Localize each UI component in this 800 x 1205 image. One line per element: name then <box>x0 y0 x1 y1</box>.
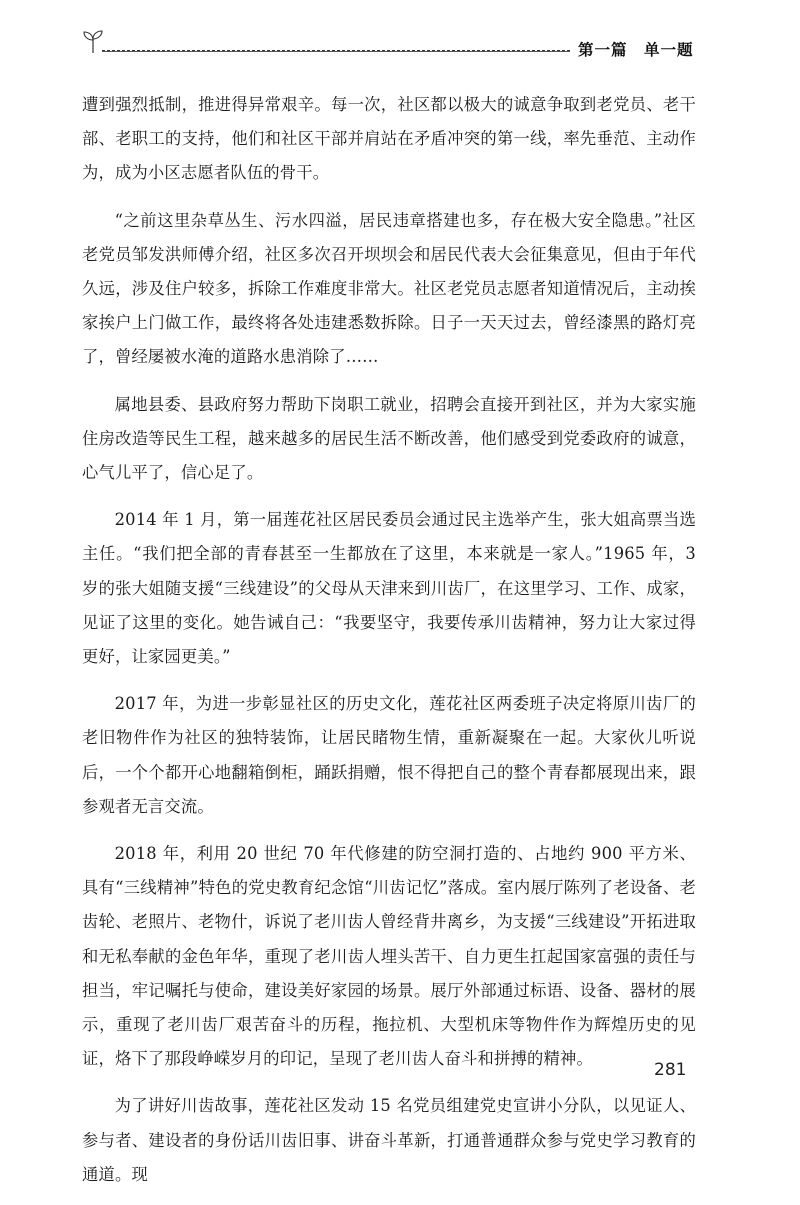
page-number: 281 <box>654 1060 687 1080</box>
sprout-icon <box>82 28 104 54</box>
paragraph: 2014 年 1 月，第一届莲花社区居民委员会通过民主选举产生，张大姐高票当选主任。“我们把全部的青春甚至一生都放在了这里，本来就是一家人。”1965 年，3 岁的张大姐随支援“三线建设”的父母从天津来到川齿厂，在这里学习、工作、成家，见证了这里的变化。她告诫自己：“我要坚守，我要传承川齿精神，努力让大家过得更好，让家园更美。” <box>82 510 696 667</box>
body-text <box>82 88 696 1205</box>
running-header <box>82 28 694 62</box>
paragraph: 为了讲好川齿故事，莲花社区发动 15 名党员组建党史宣讲小分队，以见证人、参与者、建设者的身份话川齿旧事、讲奋斗革新，打通普通群众参与党史学习教育的通道。现 <box>82 1096 696 1184</box>
paragraph: “之前这里杂草丛生、污水四溢，居民违章搭建也多，存在极大安全隐患。”社区老党员邹发洪师傅介绍，社区多次召开坝坝会和居民代表大会征集意见，但由于年代久远，涉及住户较多，拆除工作难度非常大。社区老党员志愿者知道情况后，主动挨家挨户上门做工作，最终将各处违建悉数拆除。日子一天天过去，曾经漆黑的路灯亮了，曾经屡被水淹的道路水患消除了…… <box>82 210 696 367</box>
paragraph: 2017 年，为进一步彰显社区的历史文化，莲花社区两委班子决定将原川齿厂的老旧物件作为社区的独特装饰，让居民睹物生情，重新凝聚在一起。大家伙儿听说后，一个个都开心地翻箱倒柜，踊跃捐赠，恨不得把自己的整个青春都展现出来，跟参观者无言交流。 <box>82 694 696 816</box>
paragraph: 属地县委、县政府努力帮助下岗职工就业，招聘会直接开到社区，并为大家实施住房改造等民生工程，越来越多的居民生活不断改善，他们感受到党委政府的诚意，心气儿平了，信心足了。 <box>82 394 696 483</box>
chapter-title: 第一篇 单一题 <box>578 41 694 59</box>
header-rule <box>102 51 570 52</box>
paragraph: 2018 年，利用 20 世纪 70 年代修建的防空洞打造的、占地约 900 平方米、具有“三线精神”特色的党史教育纪念馆“川齿记忆”落成。室内展厅陈列了老设备、老齿轮、老照片、老物什，诉说了老川齿人曾经背井离乡，为支援“三线建设”开拓进取和无私奉献的金色年华，重现了老川齿人埋头苦干、自力更生扛起国家富强的责任与担当，牢记嘱托与使命，建设美好家园的场景。展厅外部通过标语、设备、器材的展示，重现了老川齿厂艰苦奋斗的历程，拖拉机、大型机床等物件作为辉煌历史的见证，烙下了那段峥嵘岁月的印记，呈现了老川齿人奋斗和拼搏的精神。 <box>82 844 696 1069</box>
paragraph: 遭到强烈抵制，推进得异常艰辛。每一次，社区都以极大的诚意争取到老党员、老干部、老职工的支持，他们和社区干部并肩站在矛盾冲突的第一线，率先垂范、主动作为，成为小区志愿者队伍的骨干。 <box>82 95 696 183</box>
